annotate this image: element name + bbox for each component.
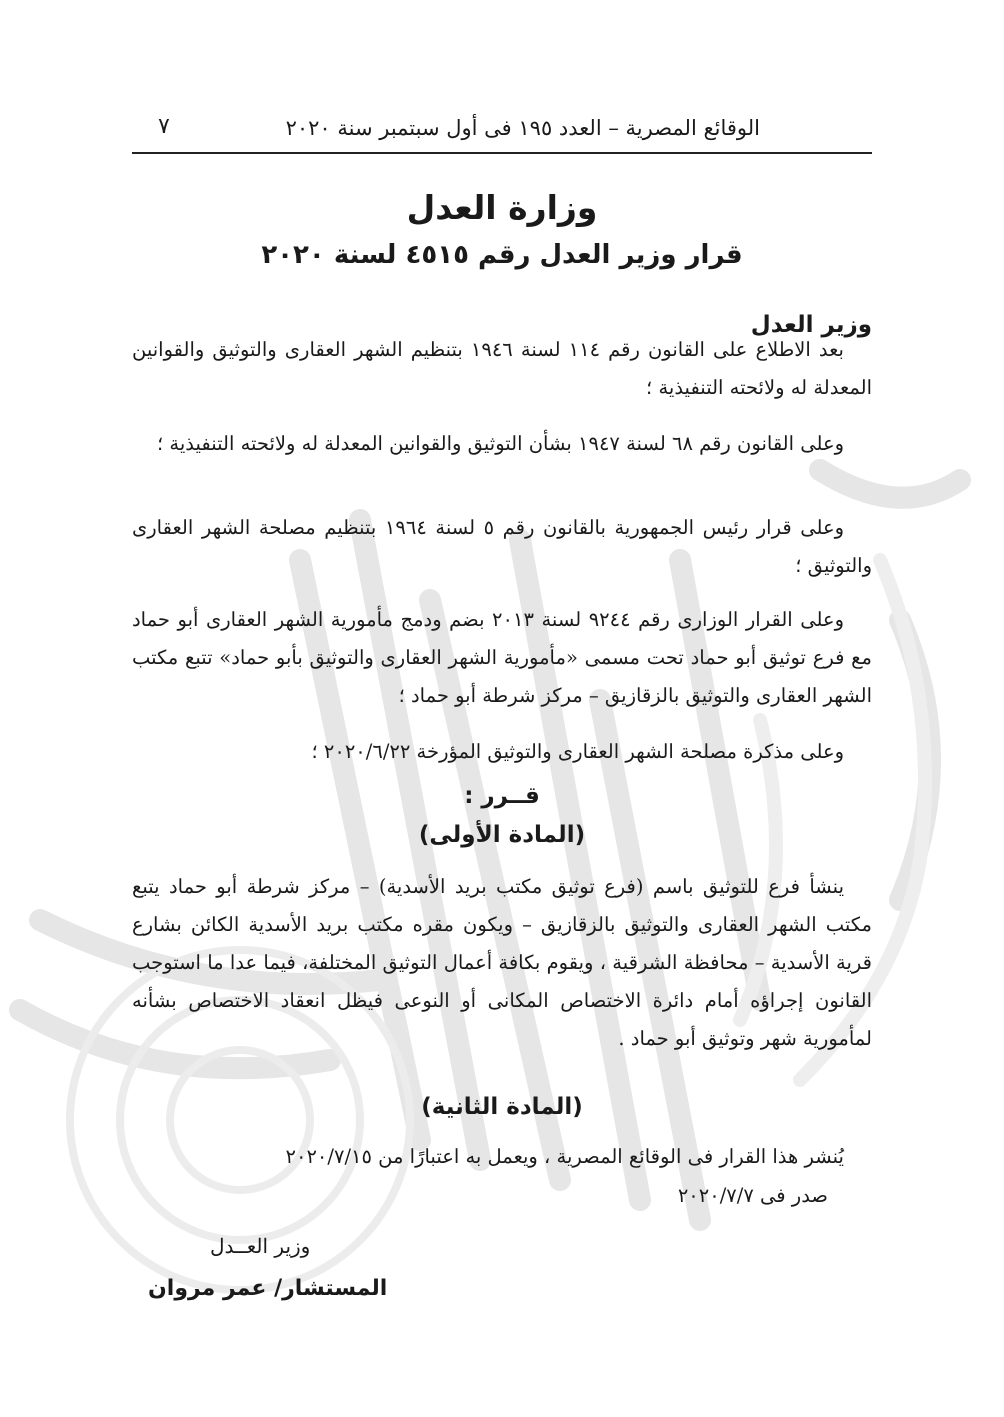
preamble-text: وعلى القرار الوزارى رقم ٩٢٤٤ لسنة ٢٠١٣ بضم ودمج مأمورية الشهر العقارى أبو حماد مع فرع توثيق أبو حماد تحت مسمى «مأمورية الشهر العقارى والتوثيق بأبو حماد» تتبع مكتب الشهر العقارى والتوثيق بالزقازيق – مركز شرطة أبو حماد ؛ [132, 608, 872, 707]
article-1-heading: (المادة الأولى) [418, 822, 586, 848]
signature-name: المستشار/ عمر مروان [148, 1276, 388, 1301]
header-title: الوقائع المصرية – العدد ١٩٥ فى أول سبتمبر سنة ٢٠٢٠ [285, 116, 760, 140]
page-header [132, 112, 872, 154]
article-1-text: ينشأ فرع للتوثيق باسم (فرع توثيق مكتب بريد الأسدية) – مركز شرطة أبو حماد يتبع مكتب الشهر العقارى والتوثيق بالزقازيق – ويكون مقره مكتب بريد الأسدية الكائن بشارع قرية الأسدية – محافظة الشرقية ، ويقوم بكافة أعمال التوثيق المختلفة، فيما عدا ما استوجب القانون إجراؤه أمام دائرة الاختصاص المكانى أو النوعى فيظل انعقاد الاختصاص بشأنه لمأمورية شهر وتوثيق أبو حماد . [132, 875, 872, 1050]
article-2-heading: (المادة الثانية) [421, 1094, 583, 1120]
page-number: ٧ [158, 114, 170, 139]
preamble-text: وعلى القانون رقم ٦٨ لسنة ١٩٤٧ بشأن التوثيق والقوانين المعدلة له ولائحته التنفيذية ؛ [156, 432, 844, 455]
signature-title: وزير العــدل [210, 1234, 311, 1258]
ministry-title: وزارة العدل [406, 188, 598, 227]
article-2-text: يُنشر هذا القرار فى الوقائع المصرية ، ويعمل به اعتبارًا من ٢٠٢٠/٧/١٥ [285, 1145, 844, 1168]
preamble-text: وعلى قرار رئيس الجمهورية بالقانون رقم ٥ لسنة ١٩٦٤ بتنظيم مصلحة الشهر العقارى والتوثيق ؛ [132, 516, 872, 577]
preamble-paragraph [132, 425, 872, 463]
resolved-heading: قــرر : [464, 783, 540, 809]
article-1-body [132, 868, 872, 1058]
preamble-paragraph [132, 601, 872, 715]
minister-heading: وزير العدل [750, 312, 872, 338]
issue-date: صدر فى ٢٠٢٠/٧/٧ [677, 1184, 828, 1207]
article-2-body [132, 1138, 872, 1176]
decree-title: قرار وزير العدل رقم ٤٥١٥ لسنة ٢٠٢٠ [261, 240, 743, 270]
preamble-paragraph [132, 331, 872, 407]
preamble-text: وعلى مذكرة مصلحة الشهر العقارى والتوثيق المؤرخة ٢٠٢٠/٦/٢٢ ؛ [311, 740, 844, 763]
preamble-paragraph [132, 509, 872, 585]
preamble-text: بعد الاطلاع على القانون رقم ١١٤ لسنة ١٩٤٦ بتنظيم الشهر العقارى والتوثيق والقوانين المعدلة له ولائحته التنفيذية ؛ [132, 338, 872, 399]
preamble-paragraph [132, 733, 872, 771]
